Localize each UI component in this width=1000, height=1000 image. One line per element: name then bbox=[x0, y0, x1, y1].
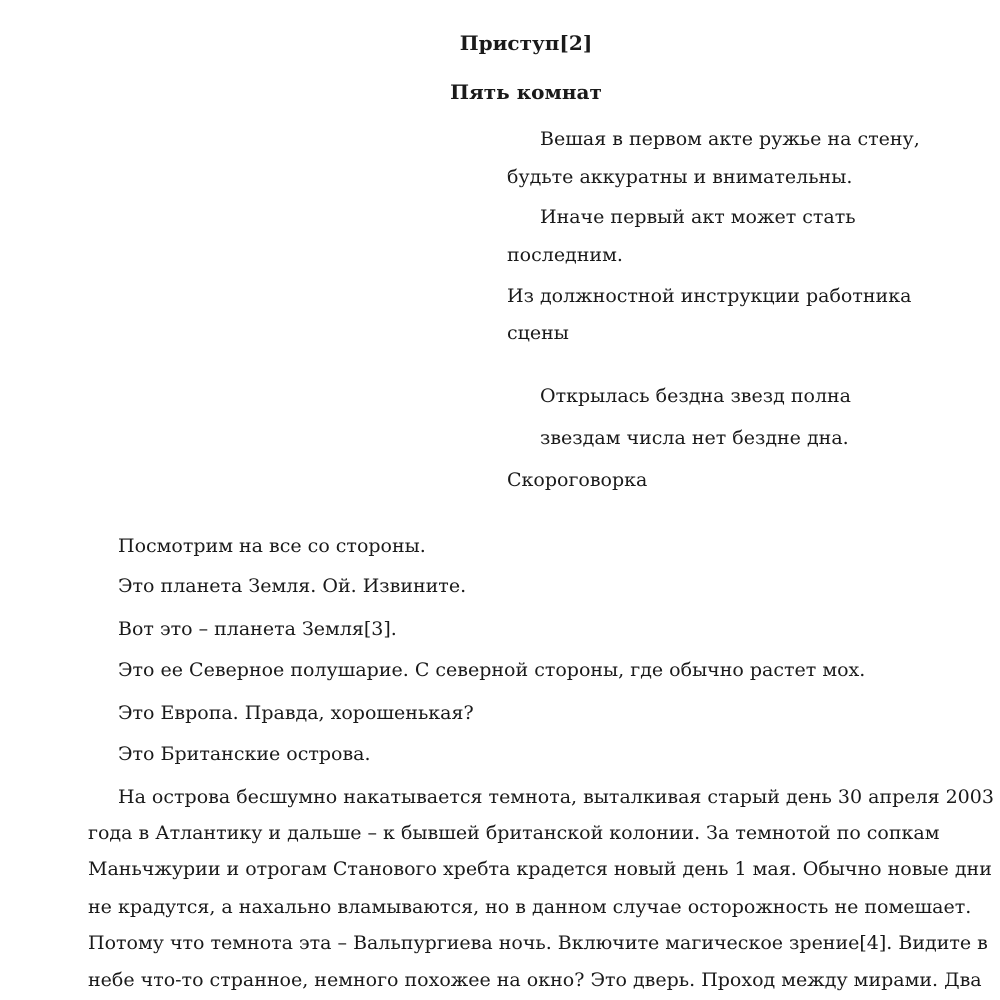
epigraph-line: звездам числа нет бездне дна. bbox=[540, 427, 849, 449]
paragraph-line: года в Атлантику и дальше – к бывшей британской колонии. За темнотой по сопкам bbox=[88, 822, 940, 844]
paragraph: Посмотрим на все со стороны. bbox=[118, 535, 426, 557]
paragraph-line: небе что-то странное, немного похожее на окно? Это дверь. Проход между мирами. Два bbox=[88, 969, 982, 991]
paragraph: Это Британские острова. bbox=[118, 743, 371, 765]
paragraph-line: не крадутся, а нахально вламываются, но в данном случае осторожность не помешает. bbox=[88, 896, 972, 918]
epigraph-line: Иначе первый акт может стать bbox=[540, 206, 856, 228]
epigraph-line: Вешая в первом акте ружье на стену, bbox=[540, 128, 920, 150]
epigraph-line: последним. bbox=[507, 244, 623, 266]
paragraph: Это планета Земля. Ой. Извините. bbox=[118, 575, 467, 597]
epigraph-attribution: Скороговорка bbox=[507, 469, 648, 491]
paragraph: Это ее Северное полушарие. С северной стороны, где обычно растет мох. bbox=[118, 659, 866, 681]
epigraph-attribution: Из должностной инструкции работника bbox=[507, 285, 912, 307]
epigraph-line: Открылась бездна звезд полна bbox=[540, 385, 852, 407]
epigraph-line: будьте аккуратны и внимательны. bbox=[507, 166, 853, 188]
paragraph-line: Маньчжурии и отрогам Станового хребта крадется новый день 1 мая. Обычно новые дни bbox=[88, 858, 992, 880]
paragraph: Это Европа. Правда, хорошенькая? bbox=[118, 702, 474, 724]
paragraph-line: Потому что темнота эта – Вальпургиева ночь. Включите магическое зрение[4]. Видите в bbox=[88, 932, 988, 954]
chapter-title: Приступ[2] bbox=[459, 31, 593, 55]
paragraph-line: На острова бесшумно накатывается темнота, выталкивая старый день 30 апреля 2003 bbox=[118, 786, 994, 808]
chapter-subtitle: Пять комнат bbox=[450, 80, 602, 104]
epigraph-attribution: сцены bbox=[507, 322, 569, 344]
paragraph: Вот это – планета Земля[3]. bbox=[118, 618, 397, 640]
